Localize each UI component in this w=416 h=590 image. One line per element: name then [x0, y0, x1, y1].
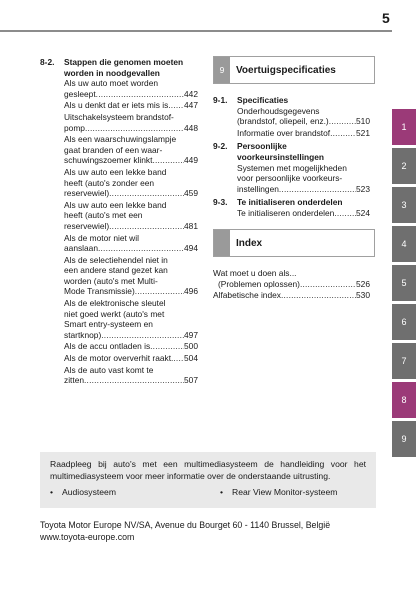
toc-entry-line: heeft (auto's met een	[64, 210, 143, 221]
page-number: 5	[382, 10, 390, 26]
chapter-tab-8[interactable]: 8	[392, 382, 416, 418]
bullet-icon: •	[50, 487, 54, 497]
toc-entry	[237, 128, 370, 139]
toc-entry-line: voor persoonlijke voorkeurs-	[237, 173, 343, 184]
toc-entry-text: startknop)	[64, 329, 102, 340]
toc-entry-lastline	[64, 286, 198, 297]
dot-leader	[173, 353, 184, 364]
toc-entry-lastline	[237, 184, 370, 195]
section-number: 8-2.	[40, 57, 55, 67]
toc-entry-line: een andere stand gezet kan	[64, 265, 168, 276]
chapter-tab-3[interactable]: 3	[392, 187, 416, 223]
chapter-9-header	[213, 56, 375, 84]
toc-entry-line: Als uw auto een lekke band	[64, 199, 167, 210]
toc-entry-line: Systemen met mogelijkheden	[237, 162, 347, 173]
page-ref: 481	[184, 220, 198, 231]
index-chapter-header	[213, 229, 375, 257]
toc-entry-lastline	[64, 330, 198, 341]
page-ref: 521	[356, 127, 370, 138]
toc-entry-lastline	[213, 290, 370, 301]
chapter-tab-4[interactable]: 4	[392, 226, 416, 262]
page-ref: 459	[184, 188, 198, 199]
page-ref: 496	[184, 286, 198, 297]
toc-entry	[64, 112, 198, 133]
page-ref: 523	[356, 183, 370, 194]
toc-entry-lastline	[64, 155, 198, 166]
subsection-heading	[213, 141, 370, 162]
toc-entry	[237, 163, 370, 195]
dot-leader	[279, 184, 356, 195]
dot-leader	[334, 208, 356, 219]
page-ref: 504	[184, 353, 198, 364]
toc-entry-text: Alfabetische index	[213, 290, 281, 301]
toc-entry	[64, 100, 198, 111]
toc-entry-line: Uitschakelsysteem brandstof-	[64, 111, 174, 122]
dot-leader	[150, 341, 184, 352]
subsection-title: Te initialiseren onderdelen	[237, 197, 343, 208]
toc-entry	[64, 200, 198, 232]
dot-leader	[85, 123, 184, 134]
header-rule	[0, 30, 392, 32]
toc-entry-line: heeft (auto's zonder een	[64, 177, 155, 188]
section-title: Stappen die genomen moeten worden in noodgevallen	[64, 57, 184, 78]
dot-leader	[281, 290, 356, 301]
toc-entry-line: Als uw auto moet worden	[64, 78, 159, 89]
publisher-website: www.toyota-europe.com	[40, 531, 135, 542]
toc-entry-text: (Problemen oplossen)	[218, 278, 300, 289]
toc-entry-lastline	[64, 123, 198, 134]
toc-entry-lastline	[64, 188, 198, 199]
toc-entry-text: schuwingszoemer klinkt	[64, 155, 153, 166]
toc-entry	[64, 298, 198, 340]
toc-entry-text: gesleept	[64, 88, 96, 99]
toc-entry-line: Als de auto vast komt te	[64, 364, 154, 375]
page-ref: 510	[356, 116, 370, 127]
toc-entry-lastline	[64, 89, 198, 100]
chapter-tabs	[392, 109, 416, 460]
dot-leader	[329, 116, 356, 127]
toc-entry	[237, 208, 370, 219]
toc-entry	[64, 78, 198, 99]
dot-leader	[300, 279, 356, 290]
page-ref: 530	[356, 290, 370, 301]
chapter-tab-9[interactable]: 9	[392, 421, 416, 457]
bullet-label: Audiosysteem	[62, 487, 116, 497]
toc-entry-text: Informatie over brandstof	[237, 127, 331, 138]
toc-entry-text: Als u denkt dat er iets mis is	[64, 100, 169, 111]
dot-leader	[109, 188, 184, 199]
toc-entry-line: niet goed werkt (auto's met	[64, 308, 165, 319]
toc-entry-text: pomp	[64, 122, 85, 133]
toc-section-8-2	[40, 57, 198, 386]
multimedia-notice	[40, 452, 376, 508]
page-ref: 449	[184, 155, 198, 166]
dot-leader	[168, 100, 184, 111]
chapter-tab-5[interactable]: 5	[392, 265, 416, 301]
toc-entry	[64, 255, 198, 297]
subsection-title: Persoonlijke voorkeursinstellingen	[237, 141, 325, 162]
subsection-number: 9-3.	[213, 197, 228, 208]
toc-entry-line: gaat branden of een waar-	[64, 144, 163, 155]
toc-entry-line: Als een waarschuwingslampje	[64, 134, 177, 145]
toc-entry-text: aanslaan	[64, 243, 98, 254]
chapter-tab-1[interactable]: 1	[392, 109, 416, 145]
toc-chapter-9	[213, 95, 370, 219]
dot-leader	[101, 330, 184, 341]
toc-entry-text: (brandstof, oliepeil, enz.)	[237, 116, 329, 127]
toc-entry-line: Wat moet u doen als...	[213, 268, 297, 278]
toc-entry-lastline	[237, 208, 370, 219]
toc-entry	[64, 233, 198, 254]
dot-leader	[98, 243, 184, 254]
toc-entry-line: Onderhoudsgegevens	[237, 105, 320, 116]
page-ref: 447	[184, 100, 198, 111]
toc-entry	[64, 353, 198, 364]
page-ref: 526	[356, 278, 370, 289]
toc-entry-lastline	[237, 128, 370, 139]
toc-entry-text: reservewiel)	[64, 188, 110, 199]
dot-leader	[96, 89, 184, 100]
toc-entry-line: Als de elektronische sleutel	[64, 298, 166, 309]
dot-leader	[135, 286, 184, 297]
chapter-title: Voertuigspecificaties	[236, 64, 336, 76]
toc-entry	[64, 167, 198, 199]
toc-entry	[64, 341, 198, 352]
bullet-item	[50, 487, 220, 499]
page-ref: 500	[184, 341, 198, 352]
section-heading	[40, 57, 198, 78]
notice-text: Raadpleeg bij auto's met een multimediasysteem de handleiding voor het multimediasysteem voor meer informatie over de onderstaande uitrusting.	[50, 459, 366, 481]
subsection-heading	[213, 95, 370, 106]
subsection-number: 9-1.	[213, 95, 228, 105]
toc-entry-line: worden (auto's met Multi-	[64, 275, 158, 286]
toc-entry	[64, 365, 198, 386]
toc-entry-lastline	[64, 375, 198, 386]
toc-entry-text: Te initialiseren onderdelen	[237, 207, 335, 218]
toc-entry-lastline	[237, 116, 370, 127]
toc-entry-lastline	[64, 341, 198, 352]
toc-entry-text: Als de motor oververhit raakt.	[64, 353, 174, 364]
subsection-heading	[213, 197, 370, 208]
chapter-title: Index	[236, 237, 263, 249]
page-ref: 494	[184, 243, 198, 254]
toc-entry	[213, 268, 370, 289]
bullet-label: Rear View Monitor-systeem	[232, 487, 338, 497]
dot-leader	[109, 221, 184, 232]
dot-leader	[330, 128, 356, 139]
dot-leader	[152, 155, 184, 166]
toc-entry-lastline	[64, 221, 198, 232]
page-ref: 497	[184, 329, 198, 340]
publisher-footer	[40, 520, 380, 543]
chapter-number: 9	[214, 57, 230, 83]
toc-entry-text: instellingen	[237, 183, 279, 194]
subsection-number: 9-2.	[213, 141, 228, 152]
page-ref: 507	[184, 375, 198, 386]
toc-entry	[64, 134, 198, 166]
toc-entry-list	[40, 78, 198, 386]
subsection-title: Specificaties	[237, 95, 289, 105]
page-ref: 448	[184, 122, 198, 133]
dot-leader	[84, 375, 184, 386]
page-ref: 442	[184, 88, 198, 99]
toc-entry-line: Smart entry-systeem en	[64, 319, 153, 330]
toc-entry-text: Als de accu ontladen is	[64, 341, 151, 352]
chapter-tab-7[interactable]: 7	[392, 343, 416, 379]
toc-entry-text: zitten	[64, 375, 85, 386]
toc-entry	[237, 106, 370, 127]
toc-entry-line: Als de selectiehendel niet in	[64, 254, 168, 265]
toc-entry-line: Als de motor niet wil	[64, 232, 139, 243]
chapter-tab-6[interactable]: 6	[392, 304, 416, 340]
toc-entry-line: Als uw auto een lekke band	[64, 166, 167, 177]
bullet-item	[220, 487, 337, 499]
toc-entry-lastline	[64, 353, 198, 364]
page-ref: 524	[356, 207, 370, 218]
toc-entry-lastline	[213, 279, 370, 290]
toc-entry-text: reservewiel)	[64, 220, 110, 231]
toc-entry-lastline	[64, 243, 198, 254]
toc-entry-lastline	[64, 100, 198, 111]
chapter-number-blank	[214, 230, 230, 256]
toc-entry	[213, 290, 370, 301]
toc-index	[213, 268, 370, 301]
chapter-tab-2[interactable]: 2	[392, 148, 416, 184]
toc-entry-text: Mode Transmissie)	[64, 286, 135, 297]
publisher-address: Toyota Motor Europe NV/SA, Avenue du Bourget 60 - 1140 Brussel, België	[40, 520, 331, 530]
notice-bullets	[50, 487, 366, 499]
bullet-icon: •	[220, 487, 224, 497]
